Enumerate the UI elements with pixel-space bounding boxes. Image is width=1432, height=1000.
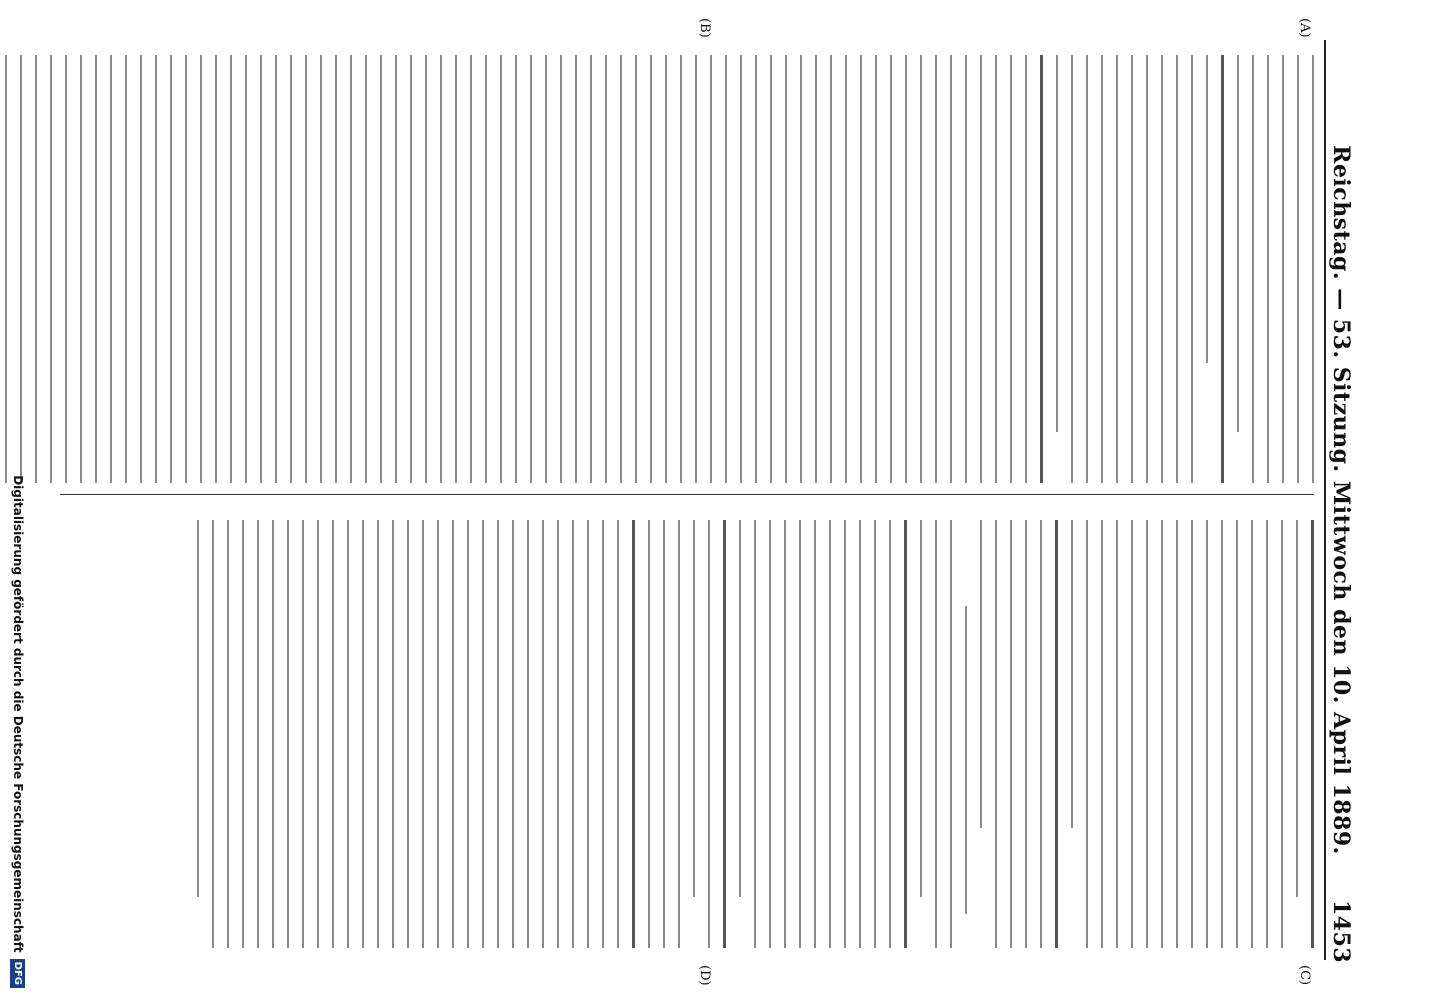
dfg-logo: DFG xyxy=(11,959,26,988)
page-title: Reichstag. — 53. Sitzung. Mittwoch den 10. April 1889. xyxy=(1328,145,1354,855)
margin-mark-d: (D) xyxy=(697,965,712,986)
margin-mark-b: (B) xyxy=(697,18,712,38)
margin-mark-a: (A) xyxy=(1297,18,1312,38)
text-column-right xyxy=(60,520,1314,948)
text-column-left xyxy=(60,55,1314,483)
column-divider xyxy=(60,494,1314,495)
digitization-note: Digitalisierung gefördert durch die Deutsche Forschungsgemeinschaft xyxy=(11,475,25,953)
margin-mark-c: (C) xyxy=(1297,965,1312,986)
page-header xyxy=(1324,40,1362,964)
digitization-footer xyxy=(4,0,32,1000)
page-number: 1453 xyxy=(1328,900,1354,964)
